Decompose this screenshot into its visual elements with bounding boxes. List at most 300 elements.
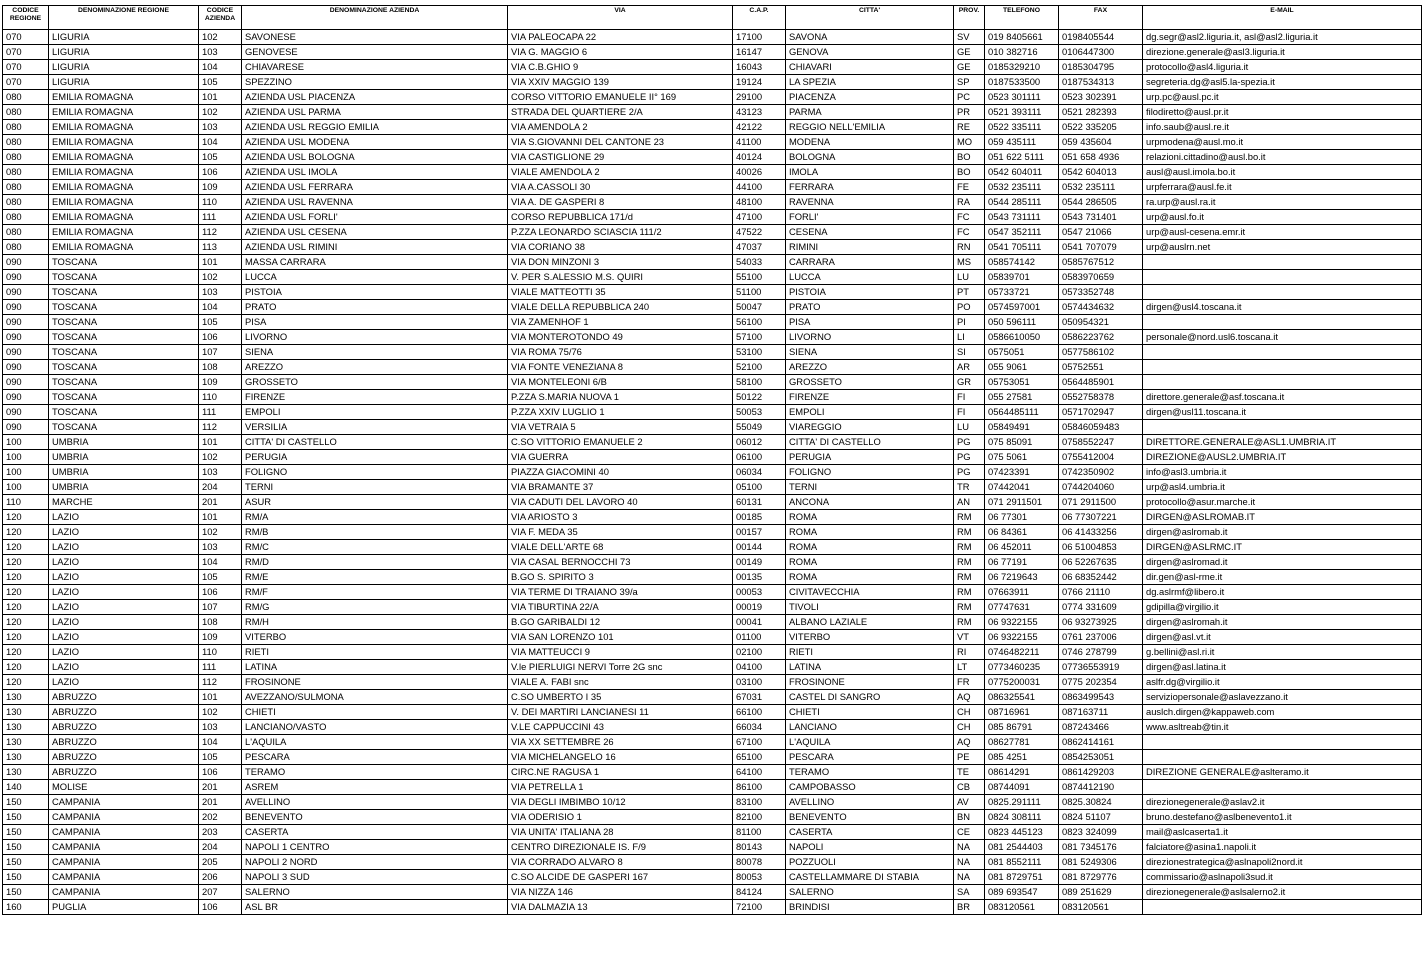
cell-prov: RN: [954, 240, 985, 255]
cell-cap: 06034: [733, 465, 786, 480]
cell-email: www.asltreab@tin.it: [1143, 720, 1422, 735]
cell-codice-regione: 090: [3, 300, 49, 315]
cell-codice-regione: 090: [3, 285, 49, 300]
cell-azienda: ASUR: [242, 495, 508, 510]
cell-codice-regione: 120: [3, 555, 49, 570]
cell-codice-regione: 080: [3, 210, 49, 225]
cell-regione: LAZIO: [49, 630, 199, 645]
cell-codice-regione: 120: [3, 600, 49, 615]
cell-regione: TOSCANA: [49, 330, 199, 345]
cell-regione: LIGURIA: [49, 45, 199, 60]
cell-cap: 29100: [733, 90, 786, 105]
cell-regione: LAZIO: [49, 510, 199, 525]
cell-via: VIA DALMAZIA 13: [508, 900, 733, 915]
cell-prov: AV: [954, 795, 985, 810]
cell-telefono: 075 5061: [985, 450, 1059, 465]
cell-codice-azienda: 201: [199, 495, 242, 510]
cell-fax: 0106447300: [1059, 45, 1143, 60]
cell-regione: LAZIO: [49, 615, 199, 630]
cell-codice-azienda: 107: [199, 600, 242, 615]
cell-cap: 64100: [733, 765, 786, 780]
cell-citta: TERAMO: [786, 765, 954, 780]
cell-telefono: 0542 604011: [985, 165, 1059, 180]
cell-fax: 0573352748: [1059, 285, 1143, 300]
cell-via: V.LE CAPPUCCINI 43: [508, 720, 733, 735]
cell-via: V. DEI MARTIRI LANCIANESI 11: [508, 705, 733, 720]
cell-fax: 0854253051: [1059, 750, 1143, 765]
cell-cap: 06012: [733, 435, 786, 450]
cell-email: [1143, 750, 1422, 765]
cell-telefono: 08716961: [985, 705, 1059, 720]
cell-codice-regione: 090: [3, 255, 49, 270]
cell-codice-azienda: 106: [199, 165, 242, 180]
cell-codice-azienda: 202: [199, 810, 242, 825]
cell-codice-azienda: 103: [199, 285, 242, 300]
cell-fax: 0571702947: [1059, 405, 1143, 420]
table-row: [3, 150, 1422, 165]
cell-email: relazioni.cittadino@ausl.bo.it: [1143, 150, 1422, 165]
table-row: [3, 525, 1422, 540]
cell-email: urp@ausl.fo.it: [1143, 210, 1422, 225]
cell-email: protocollo@asur.marche.it: [1143, 495, 1422, 510]
cell-fax: 0874412190: [1059, 780, 1143, 795]
cell-regione: CAMPANIA: [49, 885, 199, 900]
cell-cap: 01100: [733, 630, 786, 645]
cell-codice-regione: 090: [3, 270, 49, 285]
cell-prov: VT: [954, 630, 985, 645]
cell-citta: PESCARA: [786, 750, 954, 765]
cell-via: VIA CASTIGLIONE 29: [508, 150, 733, 165]
cell-email: gdipilla@virgilio.it: [1143, 600, 1422, 615]
cell-via: CORSO VITTORIO EMANUELE II° 169: [508, 90, 733, 105]
cell-via: P.ZZA LEONARDO SCIASCIA 111/2: [508, 225, 733, 240]
table-row: [3, 735, 1422, 750]
cell-telefono: 0543 731111: [985, 210, 1059, 225]
cell-fax: 081 7345176: [1059, 840, 1143, 855]
table-row: [3, 180, 1422, 195]
cell-prov: SI: [954, 345, 985, 360]
cell-regione: CAMPANIA: [49, 825, 199, 840]
cell-cap: 00185: [733, 510, 786, 525]
cell-codice-azienda: 102: [199, 705, 242, 720]
cell-citta: LUCCA: [786, 270, 954, 285]
cell-azienda: ASREM: [242, 780, 508, 795]
cell-telefono: 08744091: [985, 780, 1059, 795]
cell-email: [1143, 285, 1422, 300]
cell-citta: FOLIGNO: [786, 465, 954, 480]
cell-codice-regione: 090: [3, 330, 49, 345]
cell-via: VIALE DELLA REPUBBLICA 240: [508, 300, 733, 315]
cell-telefono: 07423391: [985, 465, 1059, 480]
cell-telefono: 081 2544403: [985, 840, 1059, 855]
cell-citta: RIETI: [786, 645, 954, 660]
cell-codice-regione: 130: [3, 705, 49, 720]
cell-fax: 0544 286505: [1059, 195, 1143, 210]
cell-azienda: RM/C: [242, 540, 508, 555]
cell-regione: CAMPANIA: [49, 795, 199, 810]
cell-citta: FORLI': [786, 210, 954, 225]
cell-citta: CHIETI: [786, 705, 954, 720]
cell-cap: 65100: [733, 750, 786, 765]
cell-email: [1143, 780, 1422, 795]
cell-regione: TOSCANA: [49, 285, 199, 300]
cell-regione: LAZIO: [49, 585, 199, 600]
cell-azienda: LIVORNO: [242, 330, 508, 345]
cell-via: VIA ODERISIO 1: [508, 810, 733, 825]
cell-email: dirgen@aslromah.it: [1143, 615, 1422, 630]
cell-fax: 06 77307221: [1059, 510, 1143, 525]
cell-azienda: AZIENDA USL REGGIO EMILIA: [242, 120, 508, 135]
cell-azienda: AZIENDA USL PIACENZA: [242, 90, 508, 105]
cell-regione: UMBRIA: [49, 480, 199, 495]
cell-cap: 83100: [733, 795, 786, 810]
cell-prov: PC: [954, 90, 985, 105]
cell-cap: 48100: [733, 195, 786, 210]
cell-fax: 06 93273925: [1059, 615, 1143, 630]
cell-email: protocollo@asl4.liguria.it: [1143, 60, 1422, 75]
cell-fax: 051 658 4936: [1059, 150, 1143, 165]
cell-via: CIRC.NE RAGUSA 1: [508, 765, 733, 780]
column-header: TELEFONO: [985, 6, 1059, 30]
cell-cap: 84124: [733, 885, 786, 900]
cell-telefono: 085 86791: [985, 720, 1059, 735]
cell-codice-regione: 120: [3, 540, 49, 555]
cell-regione: ABRUZZO: [49, 765, 199, 780]
cell-codice-azienda: 109: [199, 375, 242, 390]
cell-codice-azienda: 204: [199, 480, 242, 495]
table-row: [3, 855, 1422, 870]
cell-fax: 089 251629: [1059, 885, 1143, 900]
cell-codice-regione: 100: [3, 465, 49, 480]
cell-codice-azienda: 103: [199, 45, 242, 60]
cell-codice-azienda: 103: [199, 540, 242, 555]
cell-azienda: BENEVENTO: [242, 810, 508, 825]
cell-citta: CHIAVARI: [786, 60, 954, 75]
cell-codice-regione: 070: [3, 75, 49, 90]
cell-telefono: 05839701: [985, 270, 1059, 285]
cell-cap: 47100: [733, 210, 786, 225]
cell-email: commissario@aslnapoli3sud.it: [1143, 870, 1422, 885]
cell-regione: EMILIA ROMAGNA: [49, 105, 199, 120]
cell-codice-azienda: 204: [199, 840, 242, 855]
table-row: [3, 480, 1422, 495]
cell-azienda: AZIENDA USL IMOLA: [242, 165, 508, 180]
table-row: [3, 30, 1422, 45]
table-row: [3, 615, 1422, 630]
cell-citta: FROSINONE: [786, 675, 954, 690]
cell-fax: 059 435604: [1059, 135, 1143, 150]
cell-prov: CH: [954, 705, 985, 720]
cell-prov: MO: [954, 135, 985, 150]
cell-codice-regione: 090: [3, 420, 49, 435]
cell-regione: LAZIO: [49, 645, 199, 660]
cell-email: urpferrara@ausl.fe.it: [1143, 180, 1422, 195]
cell-codice-regione: 090: [3, 405, 49, 420]
cell-via: P.ZZA XXIV LUGLIO 1: [508, 405, 733, 420]
cell-azienda: CITTA' DI CASTELLO: [242, 435, 508, 450]
cell-email: filodiretto@ausl.pr.it: [1143, 105, 1422, 120]
cell-cap: 53100: [733, 345, 786, 360]
cell-via: VIA A.CASSOLI 30: [508, 180, 733, 195]
cell-telefono: 059 435111: [985, 135, 1059, 150]
cell-cap: 86100: [733, 780, 786, 795]
cell-codice-azienda: 109: [199, 630, 242, 645]
cell-fax: 0825.30824: [1059, 795, 1143, 810]
cell-codice-azienda: 110: [199, 645, 242, 660]
cell-citta: IMOLA: [786, 165, 954, 180]
cell-via: VIA CORIANO 38: [508, 240, 733, 255]
cell-telefono: 07442041: [985, 480, 1059, 495]
cell-telefono: 0532 235111: [985, 180, 1059, 195]
cell-via: VIA DON MINZONI 3: [508, 255, 733, 270]
column-header: DENOMINAZIONE REGIONE: [49, 6, 199, 30]
cell-via: VIA CORRADO ALVARO 8: [508, 855, 733, 870]
cell-codice-azienda: 102: [199, 450, 242, 465]
cell-codice-regione: 100: [3, 480, 49, 495]
table-row: [3, 255, 1422, 270]
cell-citta: LIVORNO: [786, 330, 954, 345]
cell-fax: 0586223762: [1059, 330, 1143, 345]
cell-codice-regione: 070: [3, 30, 49, 45]
cell-azienda: PERUGIA: [242, 450, 508, 465]
cell-cap: 80078: [733, 855, 786, 870]
cell-regione: ABRUZZO: [49, 720, 199, 735]
cell-telefono: 07663911: [985, 585, 1059, 600]
cell-codice-azienda: 103: [199, 120, 242, 135]
cell-azienda: FROSINONE: [242, 675, 508, 690]
cell-via: VIA F. MEDA 35: [508, 525, 733, 540]
cell-telefono: 0547 352111: [985, 225, 1059, 240]
cell-regione: CAMPANIA: [49, 855, 199, 870]
cell-citta: SIENA: [786, 345, 954, 360]
table-row: [3, 495, 1422, 510]
cell-regione: EMILIA ROMAGNA: [49, 240, 199, 255]
cell-codice-azienda: 105: [199, 570, 242, 585]
cell-telefono: 05849491: [985, 420, 1059, 435]
cell-email: dir.gen@asl-rme.it: [1143, 570, 1422, 585]
cell-codice-azienda: 104: [199, 555, 242, 570]
cell-codice-regione: 130: [3, 690, 49, 705]
cell-prov: SP: [954, 75, 985, 90]
cell-telefono: 0541 705111: [985, 240, 1059, 255]
column-header: CITTA': [786, 6, 954, 30]
cell-codice-azienda: 102: [199, 30, 242, 45]
cell-via: STRADA DEL QUARTIERE 2/A: [508, 105, 733, 120]
cell-telefono: 0574597001: [985, 300, 1059, 315]
cell-codice-azienda: 104: [199, 735, 242, 750]
cell-telefono: 0823 445123: [985, 825, 1059, 840]
table-row: [3, 675, 1422, 690]
cell-via: VIA AMENDOLA 2: [508, 120, 733, 135]
cell-fax: 0185304795: [1059, 60, 1143, 75]
cell-citta: FERRARA: [786, 180, 954, 195]
cell-email: segreteria.dg@asl5.la-spezia.it: [1143, 75, 1422, 90]
cell-codice-azienda: 111: [199, 210, 242, 225]
cell-fax: 081 5249306: [1059, 855, 1143, 870]
cell-prov: BR: [954, 900, 985, 915]
cell-fax: 06 51004853: [1059, 540, 1143, 555]
cell-fax: 0583970659: [1059, 270, 1143, 285]
cell-codice-azienda: 201: [199, 780, 242, 795]
cell-cap: 57100: [733, 330, 786, 345]
cell-cap: 50122: [733, 390, 786, 405]
cell-azienda: GENOVESE: [242, 45, 508, 60]
cell-cap: 52100: [733, 360, 786, 375]
table-row: [3, 510, 1422, 525]
cell-codice-azienda: 108: [199, 360, 242, 375]
cell-azienda: L'AQUILA: [242, 735, 508, 750]
cell-regione: CAMPANIA: [49, 870, 199, 885]
cell-citta: LATINA: [786, 660, 954, 675]
cell-via: VIA DEGLI IMBIMBO 10/12: [508, 795, 733, 810]
cell-telefono: 0575051: [985, 345, 1059, 360]
cell-prov: RM: [954, 510, 985, 525]
cell-citta: ANCONA: [786, 495, 954, 510]
cell-codice-azienda: 101: [199, 510, 242, 525]
cell-telefono: 019 8405661: [985, 30, 1059, 45]
table-row: [3, 90, 1422, 105]
cell-regione: TOSCANA: [49, 255, 199, 270]
cell-codice-azienda: 110: [199, 195, 242, 210]
cell-telefono: 0187533500: [985, 75, 1059, 90]
cell-email: [1143, 255, 1422, 270]
cell-via: VIA XXIV MAGGIO 139: [508, 75, 733, 90]
cell-codice-azienda: 111: [199, 405, 242, 420]
cell-email: ausl@ausl.imola.bo.it: [1143, 165, 1422, 180]
cell-citta: PARMA: [786, 105, 954, 120]
cell-prov: AR: [954, 360, 985, 375]
cell-regione: LIGURIA: [49, 30, 199, 45]
cell-regione: TOSCANA: [49, 375, 199, 390]
cell-codice-regione: 120: [3, 510, 49, 525]
cell-azienda: RIETI: [242, 645, 508, 660]
cell-cap: 80053: [733, 870, 786, 885]
cell-codice-azienda: 104: [199, 300, 242, 315]
table-row: [3, 435, 1422, 450]
cell-fax: 0552758378: [1059, 390, 1143, 405]
cell-email: DIREZIONE GENERALE@aslteramo.it: [1143, 765, 1422, 780]
cell-cap: 50047: [733, 300, 786, 315]
cell-telefono: 0521 393111: [985, 105, 1059, 120]
cell-fax: 0577586102: [1059, 345, 1143, 360]
cell-telefono: 083120561: [985, 900, 1059, 915]
table-row: [3, 630, 1422, 645]
cell-fax: 0541 707079: [1059, 240, 1143, 255]
cell-regione: EMILIA ROMAGNA: [49, 135, 199, 150]
cell-cap: 04100: [733, 660, 786, 675]
cell-prov: AQ: [954, 690, 985, 705]
cell-citta: ROMA: [786, 570, 954, 585]
cell-fax: 083120561: [1059, 900, 1143, 915]
cell-prov: FE: [954, 180, 985, 195]
cell-via: VIA A. DE GASPERI 8: [508, 195, 733, 210]
cell-cap: 03100: [733, 675, 786, 690]
cell-email: mail@aslcaserta1.it: [1143, 825, 1422, 840]
cell-azienda: ASL BR: [242, 900, 508, 915]
cell-fax: 0823 324099: [1059, 825, 1143, 840]
cell-codice-regione: 150: [3, 885, 49, 900]
cell-codice-azienda: 111: [199, 660, 242, 675]
cell-codice-azienda: 105: [199, 75, 242, 90]
cell-email: [1143, 900, 1422, 915]
cell-telefono: 0773460235: [985, 660, 1059, 675]
column-header: C.A.P.: [733, 6, 786, 30]
cell-azienda: TERNI: [242, 480, 508, 495]
cell-codice-regione: 120: [3, 585, 49, 600]
cell-cap: 67100: [733, 735, 786, 750]
cell-prov: GE: [954, 45, 985, 60]
cell-telefono: 08614291: [985, 765, 1059, 780]
cell-fax: 0543 731401: [1059, 210, 1143, 225]
cell-telefono: 085 4251: [985, 750, 1059, 765]
cell-prov: CH: [954, 720, 985, 735]
column-header: E-MAIL: [1143, 6, 1422, 30]
table-row: [3, 345, 1422, 360]
cell-via: VIA TERME DI TRAIANO 39/a: [508, 585, 733, 600]
cell-fax: 0542 604013: [1059, 165, 1143, 180]
cell-azienda: SAVONESE: [242, 30, 508, 45]
cell-fax: 0744204060: [1059, 480, 1143, 495]
cell-fax: 05846059483: [1059, 420, 1143, 435]
table-row: [3, 810, 1422, 825]
cell-via: VIA ARIOSTO 3: [508, 510, 733, 525]
cell-citta: CESENA: [786, 225, 954, 240]
cell-citta: RIMINI: [786, 240, 954, 255]
cell-citta: BENEVENTO: [786, 810, 954, 825]
cell-email: dirgen@aslromad.it: [1143, 555, 1422, 570]
cell-regione: LIGURIA: [49, 75, 199, 90]
cell-email: [1143, 345, 1422, 360]
cell-codice-azienda: 104: [199, 60, 242, 75]
cell-codice-regione: 080: [3, 225, 49, 240]
cell-via: P.ZZA S.MARIA NUOVA 1: [508, 390, 733, 405]
cell-prov: LT: [954, 660, 985, 675]
table-row: [3, 585, 1422, 600]
cell-regione: LAZIO: [49, 660, 199, 675]
cell-codice-azienda: 207: [199, 885, 242, 900]
table-row: [3, 765, 1422, 780]
table-row: [3, 900, 1422, 915]
cell-cap: 40124: [733, 150, 786, 165]
cell-citta: ROMA: [786, 555, 954, 570]
cell-prov: PE: [954, 750, 985, 765]
cell-via: VIA C.B.GHIO 9: [508, 60, 733, 75]
cell-azienda: EMPOLI: [242, 405, 508, 420]
cell-regione: UMBRIA: [49, 465, 199, 480]
cell-codice-regione: 100: [3, 435, 49, 450]
cell-codice-regione: 090: [3, 315, 49, 330]
cell-email: [1143, 270, 1422, 285]
cell-via: B.GO GARIBALDI 12: [508, 615, 733, 630]
cell-codice-azienda: 106: [199, 900, 242, 915]
cell-email: [1143, 375, 1422, 390]
cell-telefono: 010 382716: [985, 45, 1059, 60]
cell-prov: PI: [954, 315, 985, 330]
cell-codice-regione: 080: [3, 150, 49, 165]
cell-citta: PISA: [786, 315, 954, 330]
cell-email: [1143, 735, 1422, 750]
cell-citta: SALERNO: [786, 885, 954, 900]
cell-cap: 43123: [733, 105, 786, 120]
cell-via: C.SO VITTORIO EMANUELE 2: [508, 435, 733, 450]
cell-azienda: SALERNO: [242, 885, 508, 900]
cell-azienda: RM/B: [242, 525, 508, 540]
cell-citta: CASTEL DI SANGRO: [786, 690, 954, 705]
cell-azienda: SPEZZINO: [242, 75, 508, 90]
cell-via: C.SO ALCIDE DE GASPERI 167: [508, 870, 733, 885]
cell-telefono: 055 9061: [985, 360, 1059, 375]
cell-regione: TOSCANA: [49, 270, 199, 285]
